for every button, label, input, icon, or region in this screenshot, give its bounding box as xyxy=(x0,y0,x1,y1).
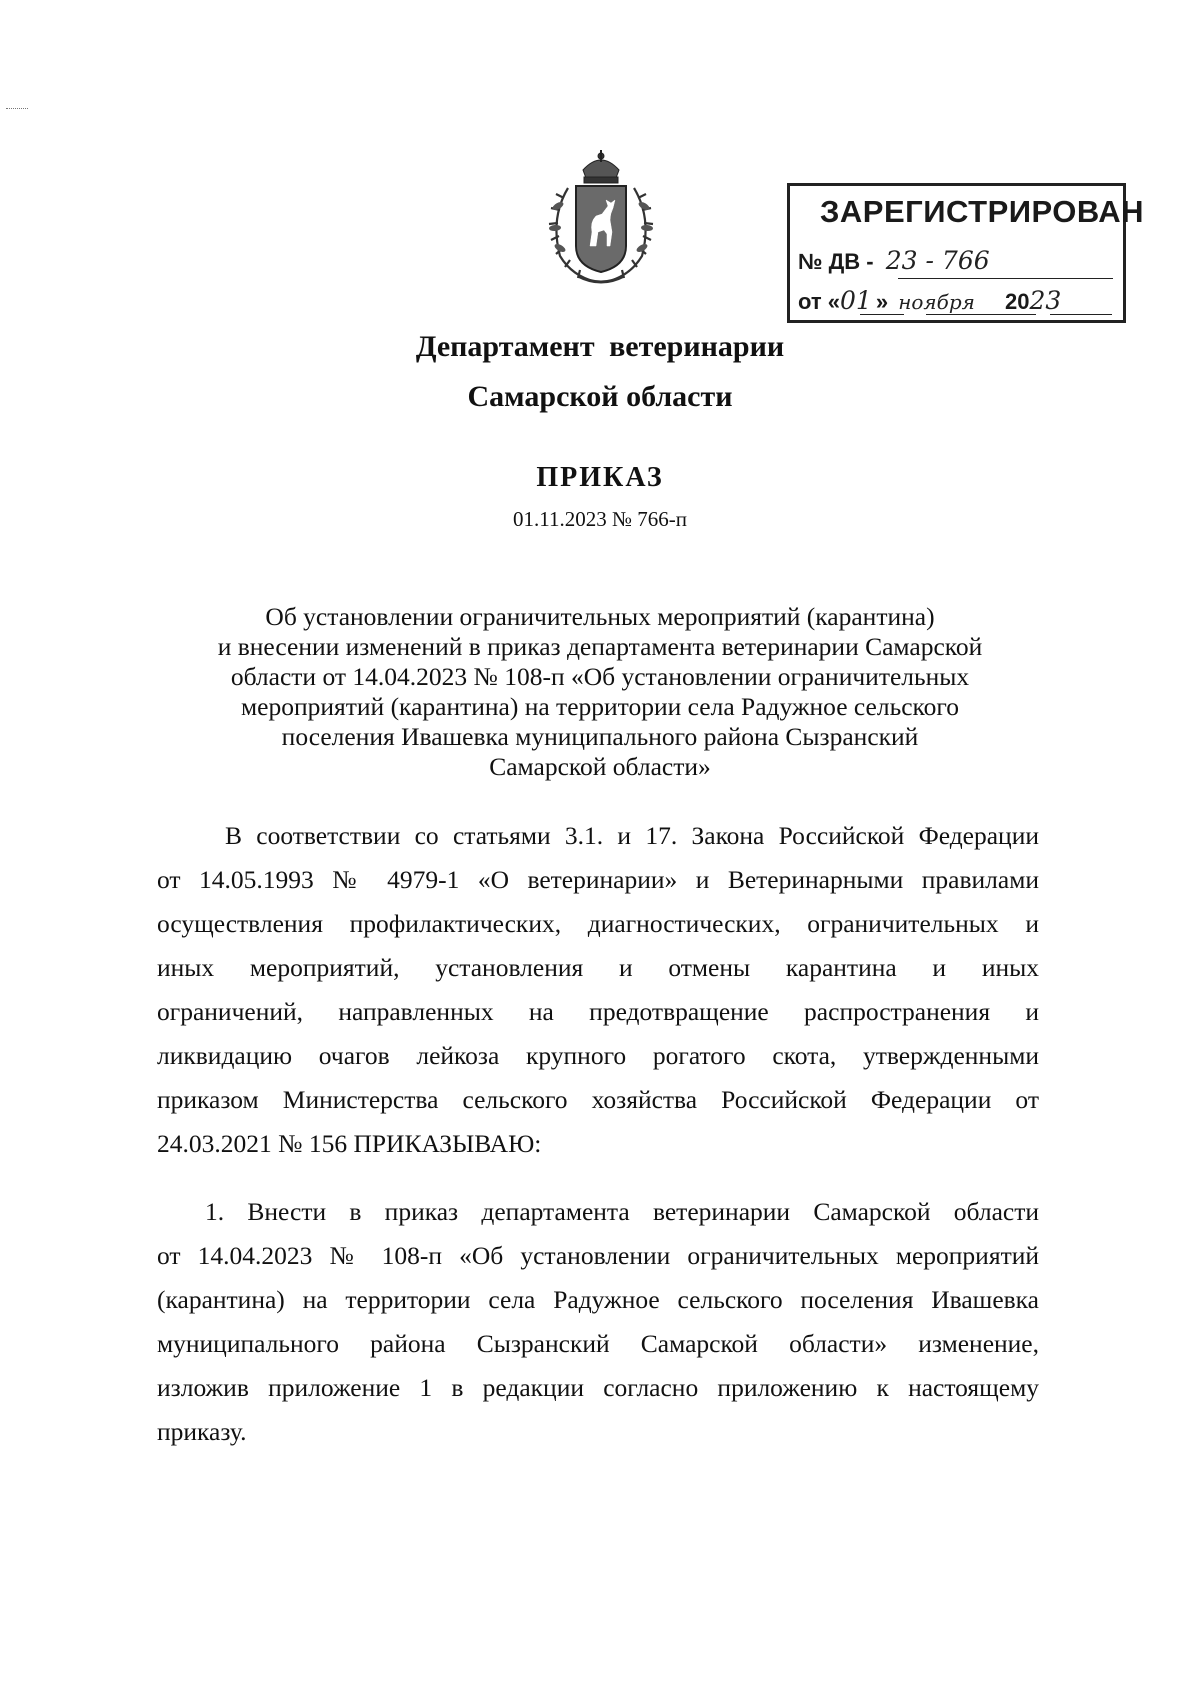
stamp-number-handwritten: 23 - 766 xyxy=(885,246,990,275)
stamp-title: ЗАРЕГИСТРИРОВАН xyxy=(820,194,1145,229)
stamp-number-underline xyxy=(898,278,1113,279)
department-name-line1: Департамент ветеринарии xyxy=(415,330,785,363)
order-item-1-paragraph xyxy=(157,1190,1039,1454)
scan-artifact xyxy=(6,108,28,112)
stamp-date-row xyxy=(798,286,1118,315)
paragraph-line: 24.03.2021 № 156 ПРИКАЗЫВАЮ: xyxy=(157,1129,542,1158)
paragraph-line: муниципального района Сызранский Самарской области» изменение, xyxy=(157,1329,1039,1358)
paragraph-line: изложив приложение 1 в редакции согласно приложению к настоящему xyxy=(157,1373,1039,1402)
subject-line: и внесении изменений в приказ департамента ветеринарии Самарской xyxy=(217,632,983,661)
stamp-year-underline xyxy=(1050,314,1112,315)
subject-line: области от 14.04.2023 № 108-п «Об установлении ограничительных xyxy=(230,662,970,691)
stamp-date-year-handwritten: 23 xyxy=(1029,286,1062,315)
paragraph-line: ликвидацию очагов лейкоза крупного рогатого скота, утвержденными xyxy=(157,1041,1039,1070)
stamp-month-underline xyxy=(926,314,1036,315)
samara-coat-of-arms-icon xyxy=(538,148,664,290)
stamp-number-prefix: № ДВ - xyxy=(798,249,874,274)
registration-stamp xyxy=(787,183,1145,323)
paragraph-line: иных мероприятий, установления и отмены карантина и иных xyxy=(157,953,1039,982)
stamp-date-year-printed: 20 xyxy=(1005,289,1030,314)
order-subject xyxy=(150,602,1050,782)
paragraph-line: В соответствии со статьями 3.1. и 17. Закона Российской Федерации xyxy=(225,821,1039,850)
document-date-number: 01.11.2023 № 766-п xyxy=(513,507,687,531)
paragraph-line: от 14.05.1993 № 4979-1 «О ветеринарии» и Ветеринарными правилами xyxy=(157,865,1039,894)
subject-line: мероприятий (карантина) на территории села Радужное сельского xyxy=(241,692,959,721)
preamble-paragraph xyxy=(157,814,1039,1166)
subject-line: Самарской области» xyxy=(489,752,711,781)
paragraph-line: 1. Внести в приказ департамента ветеринарии Самарской области xyxy=(205,1197,1039,1226)
stamp-date-day: 01 xyxy=(840,286,872,315)
department-name-line2: Самарской области xyxy=(467,380,733,413)
stamp-date-mid: » xyxy=(875,289,889,314)
stamp-date-month: ноября xyxy=(898,290,975,314)
paragraph-line: от 14.04.2023 № 108-п «Об установлении ограничительных мероприятий xyxy=(157,1241,1039,1270)
stamp-date-prefix: от « xyxy=(798,289,841,314)
subject-line: поселения Ивашевка муниципального района Сызранский xyxy=(281,722,919,751)
paragraph-line: приказу. xyxy=(157,1417,247,1446)
stamp-number-row xyxy=(798,246,1118,275)
paragraph-line: ограничений, направленных на предотвращение распространения и xyxy=(157,997,1039,1026)
paragraph-line: (карантина) на территории села Радужное сельского поселения Ивашевка xyxy=(157,1285,1039,1314)
paragraph-line: осуществления профилактических, диагностических, ограничительных и xyxy=(157,909,1039,938)
document-type-title: ПРИКАЗ xyxy=(536,462,664,493)
subject-line: Об установлении ограничительных мероприятий (карантина) xyxy=(265,602,935,631)
paragraph-line: приказом Министерства сельского хозяйства Российской Федерации от xyxy=(157,1085,1039,1114)
stamp-day-underline xyxy=(860,314,904,315)
